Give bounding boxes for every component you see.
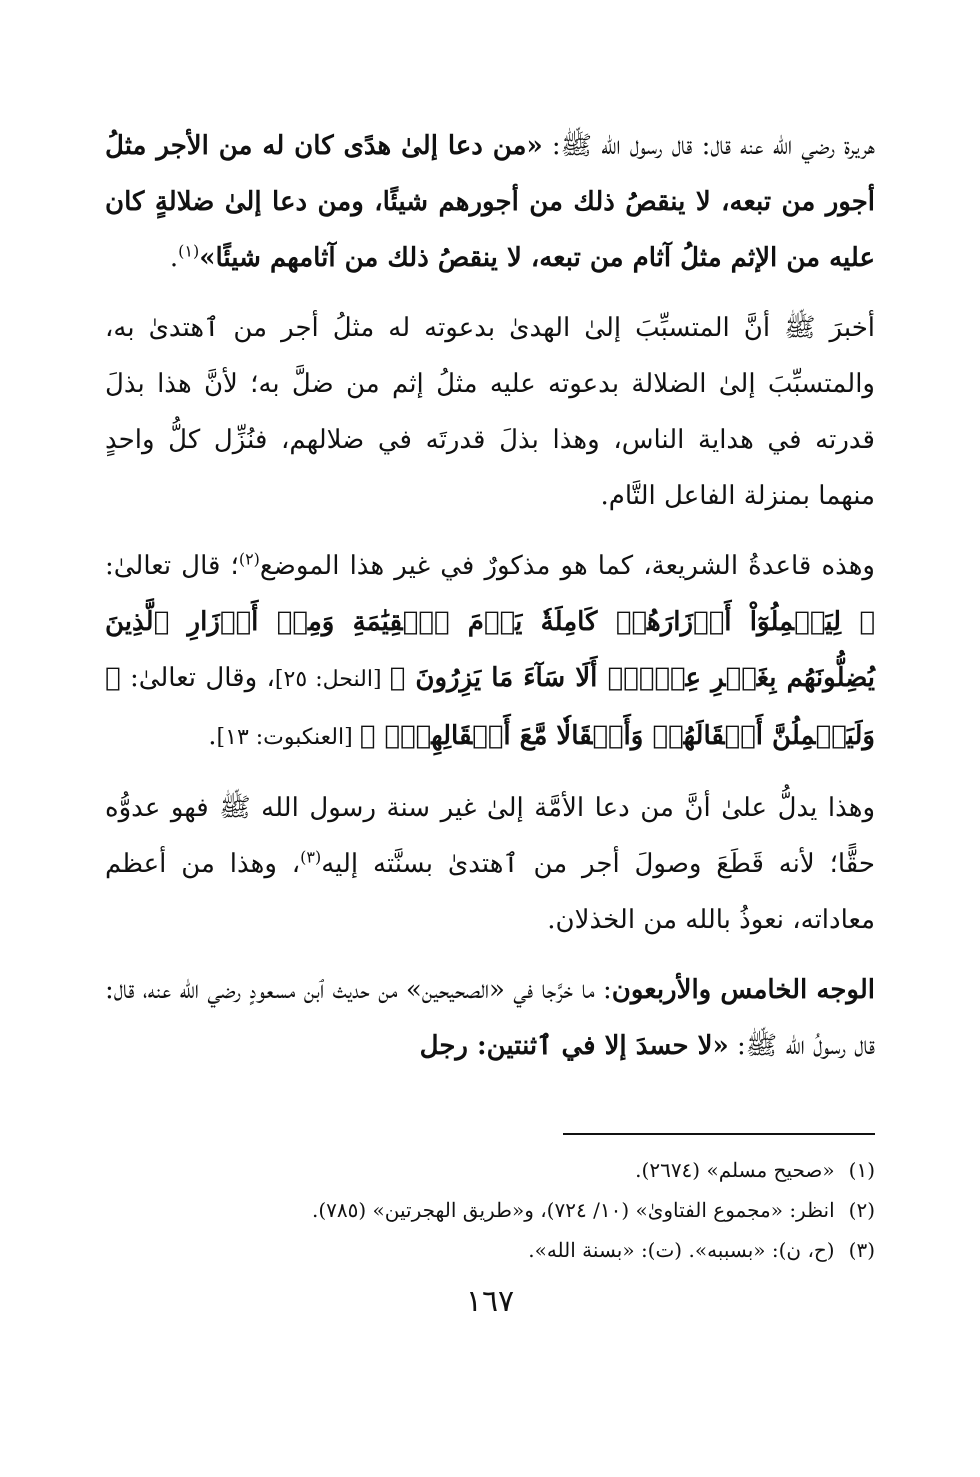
quran-verse: ﴿ لِيَحۡمِلُوٓاْ أَوۡزَارَهُمۡ كَامِلَةٗ يَوۡمَ ٱلۡقِيَٰمَةِ وَمِنۡ أَوۡزَارِ ٱلَّذِينَ يُضِلُّونَهُم بِغَيۡرِ عِلۡمٍۗ أَلَا سَآءَ مَا يَزِرُونَ ﴾ [105,607,875,693]
footnote-text: (ح، ن): «بسببه». (ت): «بسنة الله». [528,1238,835,1262]
footnote-divider [563,1133,875,1135]
verse-reference: [العنكبوت: ١٣] [216,725,360,750]
hadith-text: «لا حسدَ إلا في ٱثنتين: رجل [419,1031,729,1061]
quran-verse: ﴿ وَلَيَحۡمِلُنَّ أَثۡقَالَهُمۡ وَأَثۡقَالٗا مَّعَ أَثۡقَالِهِمۡۖ ﴾ [105,663,875,751]
section-heading: الوجه الخامس والأربعون [611,975,875,1005]
text-segment: ؛ قال تعالىٰ: [105,551,239,581]
footnote-ref-2: (٢) [238,549,260,569]
text-segment: ، وهذا من أعظم معاداته، نعوذُ بالله من الخذلان. [105,849,875,935]
footnote-text: «صحيح مسلم» (٢٦٧٤). [635,1158,835,1182]
text-segment: ، وقال تعالىٰ: [120,663,275,693]
paragraph-2 [105,300,875,524]
paragraph-1 [105,118,875,286]
text-segment: وهذه قاعدةُ الشريعة، كما هو مذكورٌ في غير هذا الموضع [259,551,875,581]
footnote-number: (٢) [848,1198,875,1222]
hadith-text: «من دعا إلىٰ هدًى كان له من الأجر مثلُ أجور من تبعه، لا ينقصُ ذلك من أجورهم شيئًا، ومن دعا إلىٰ ضلالةٍ كان عليه من الإثم مثلُ آثام من تبعه، لا ينقصُ ذلك من آثامهم شيئًا» [105,131,875,273]
text-segment: . [208,721,217,751]
page-number: ١٦٧ [465,1284,515,1319]
footnote-1 [105,1150,875,1190]
main-text [105,118,875,1088]
footnotes [105,1150,875,1270]
paragraph-5 [105,962,875,1074]
text-segment: . [169,243,179,273]
footnote-3 [105,1230,875,1270]
footnote-number: (١) [848,1158,875,1182]
paragraph-4 [105,780,875,948]
footnote-2 [105,1190,875,1230]
footnote-ref-1: (١) [178,241,200,261]
paragraph-3 [105,538,875,766]
text-segment: أخبرَ ﷺ أنَّ المتسبِّبَ إلىٰ الهدىٰ بدعوته له مثلُ أجر من ٱهتدىٰ به، والمتسبِّبَ إلىٰ الضلالة بدعوته عليه مثلُ إثم من ضلَّ به؛ لأنَّ هذا بذلَ قدرته في هداية الناس، وهذا بذلَ قدرتَه في ضلالهم، فنُزِّل كلُّ واحدٍ منهما بمنزلة الفاعل التَّام. [105,313,875,511]
text-segment: : ما خرَّجا في «الصحيحين» من حديث ٱبن مسعودٍ رضي الله عنه، قال: قال رسولُ الله ﷺ: [105,975,875,1061]
footnote-number: (٣) [848,1238,875,1262]
footnote-ref-3: (٣) [300,847,322,867]
text-segment: وهذا يدلُّ علىٰ أنَّ من دعا الأمَّة إلىٰ غير سنة رسول الله ﷺ فهو عدوُّه حقًّا؛ لأنه قَطَعَ وصولَ أجر من ٱهتدىٰ بسنَّته إليه [105,793,875,879]
footnote-text: انظر: «مجموع الفتاوىٰ» (١٠/ ٧٢٤)، و«طريق الهجرتين» (٧٨٥). [311,1198,835,1222]
text-segment: هريرة رضي الله عنه قال: قال رسول الله ﷺ: [542,131,875,161]
verse-reference: [النحل: ٢٥] [274,667,390,692]
